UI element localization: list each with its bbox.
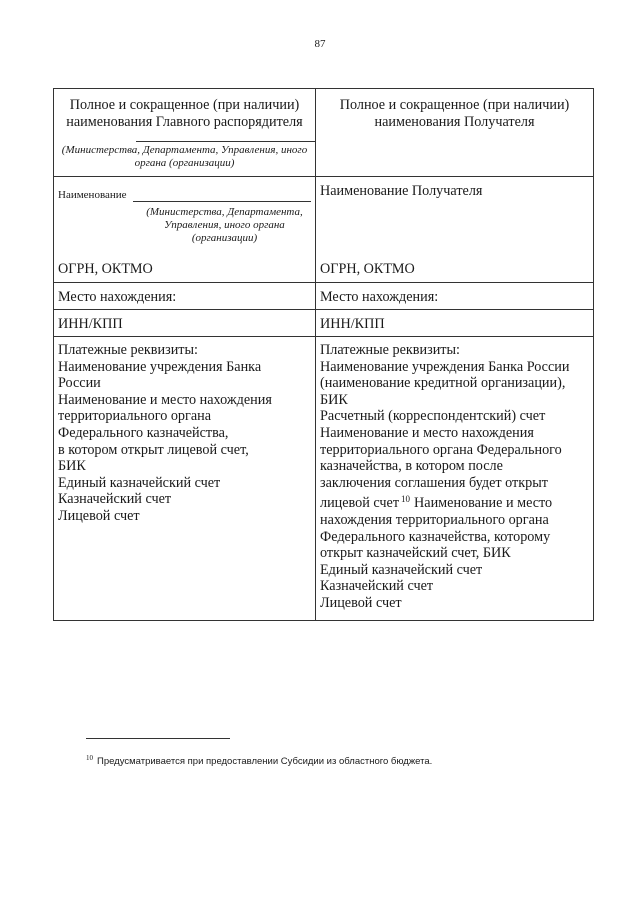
- payment-right-line: Казначейский счет: [320, 578, 434, 595]
- footnote-mark: 10: [86, 754, 93, 762]
- footnote-text: Предусматривается при предоставлении Субсидии из областного бюджета.: [97, 756, 433, 767]
- payment-left-line: Единый казначейский счет: [58, 474, 221, 491]
- signature-line: [136, 141, 316, 142]
- page-number: 87: [314, 38, 326, 50]
- name-location-text: Наименование и место: [414, 495, 553, 512]
- location-row: [54, 283, 594, 310]
- name-row: [54, 177, 594, 283]
- payment-left-line: России: [58, 375, 101, 392]
- inn-row: [54, 310, 594, 337]
- inn-right: ИНН/КПП: [320, 316, 385, 332]
- payment-right-line: (наименование кредитной организации),: [320, 375, 566, 392]
- name-label: Наименование: [58, 189, 127, 201]
- chief-administrator-subtitle: (Министерства, Департамента, Управления, иного органа (организации): [61, 144, 308, 169]
- inn-right-cell: [316, 310, 594, 337]
- footnote-ref-mark[interactable]: 10: [401, 494, 411, 505]
- payment-left-line: Платежные реквизиты:: [58, 342, 198, 358]
- footnote: [86, 754, 432, 767]
- payment-right-line: заключения соглашения будет открыт: [320, 474, 548, 491]
- payment-left-line: БИК: [58, 458, 86, 475]
- payment-right-line: открыт казначейский счет, БИК: [320, 545, 511, 562]
- payment-left-line: Казначейский счет: [58, 491, 172, 508]
- payment-left-line: территориального органа: [58, 408, 212, 425]
- name-right-cell: [316, 177, 594, 283]
- inn-left: ИНН/КПП: [58, 316, 123, 332]
- location-right-cell: [316, 283, 594, 310]
- payment-right-cell: [316, 337, 594, 621]
- payment-left-line: Лицевой счет: [58, 507, 140, 524]
- name-left-cell: [54, 177, 316, 283]
- payment-right-line: Лицевой счет: [320, 594, 402, 611]
- payment-right-line: Платежные реквизиты:: [320, 342, 460, 358]
- payment-right-line: Федерального казначейства, которому: [320, 528, 551, 545]
- payment-row: [54, 337, 594, 621]
- personal-account-text: лицевой счет: [320, 495, 400, 512]
- footnote-separator: [86, 738, 230, 739]
- header-row: [54, 89, 594, 177]
- header-right-cell: [316, 89, 594, 177]
- recipient-title: Полное и сокращенное (при наличии) наименования Получателя: [339, 97, 570, 130]
- payment-right-line: Наименование и место нахождения: [320, 424, 534, 441]
- ogrn-oktmo-right: ОГРН, ОКТМО: [320, 261, 415, 277]
- requisites-table: [53, 88, 594, 621]
- location-left: Место нахождения:: [58, 289, 177, 305]
- payment-left-cell: [54, 337, 316, 621]
- inn-left-cell: [54, 310, 316, 337]
- payment-left-line: Наименование и место нахождения: [58, 391, 272, 408]
- payment-right-line: территориального органа Федерального: [320, 441, 562, 458]
- payment-right-line: Расчетный (корреспондентский) счет: [320, 408, 546, 425]
- recipient-name-label: Наименование Получателя: [320, 183, 483, 199]
- payment-left-line: в котором открыт лицевой счет,: [58, 441, 249, 458]
- location-right: Место нахождения:: [320, 289, 439, 305]
- payment-right-line: казначейства, в котором после: [320, 458, 503, 475]
- name-blank-line: [133, 189, 311, 202]
- ogrn-oktmo-left: ОГРН, ОКТМО: [58, 261, 153, 277]
- payment-right-line: БИК: [320, 391, 348, 408]
- header-left-cell: [54, 89, 316, 177]
- location-left-cell: [54, 283, 316, 310]
- name-subtitle: (Министерства, Департамента, Управления, иного органа (организации): [146, 206, 303, 244]
- chief-administrator-title: Полное и сокращенное (при наличии) наименования Главного распорядителя: [66, 97, 303, 130]
- payment-right-line: Наименование учреждения Банка России: [320, 358, 570, 375]
- payment-left-line: Федерального казначейства,: [58, 424, 229, 441]
- payment-right-line: Единый казначейский счет: [320, 561, 483, 578]
- payment-left-line: Наименование учреждения Банка: [58, 358, 262, 375]
- payment-right-footnote-line: [320, 491, 589, 512]
- payment-right-line: нахождения территориального органа: [320, 511, 549, 528]
